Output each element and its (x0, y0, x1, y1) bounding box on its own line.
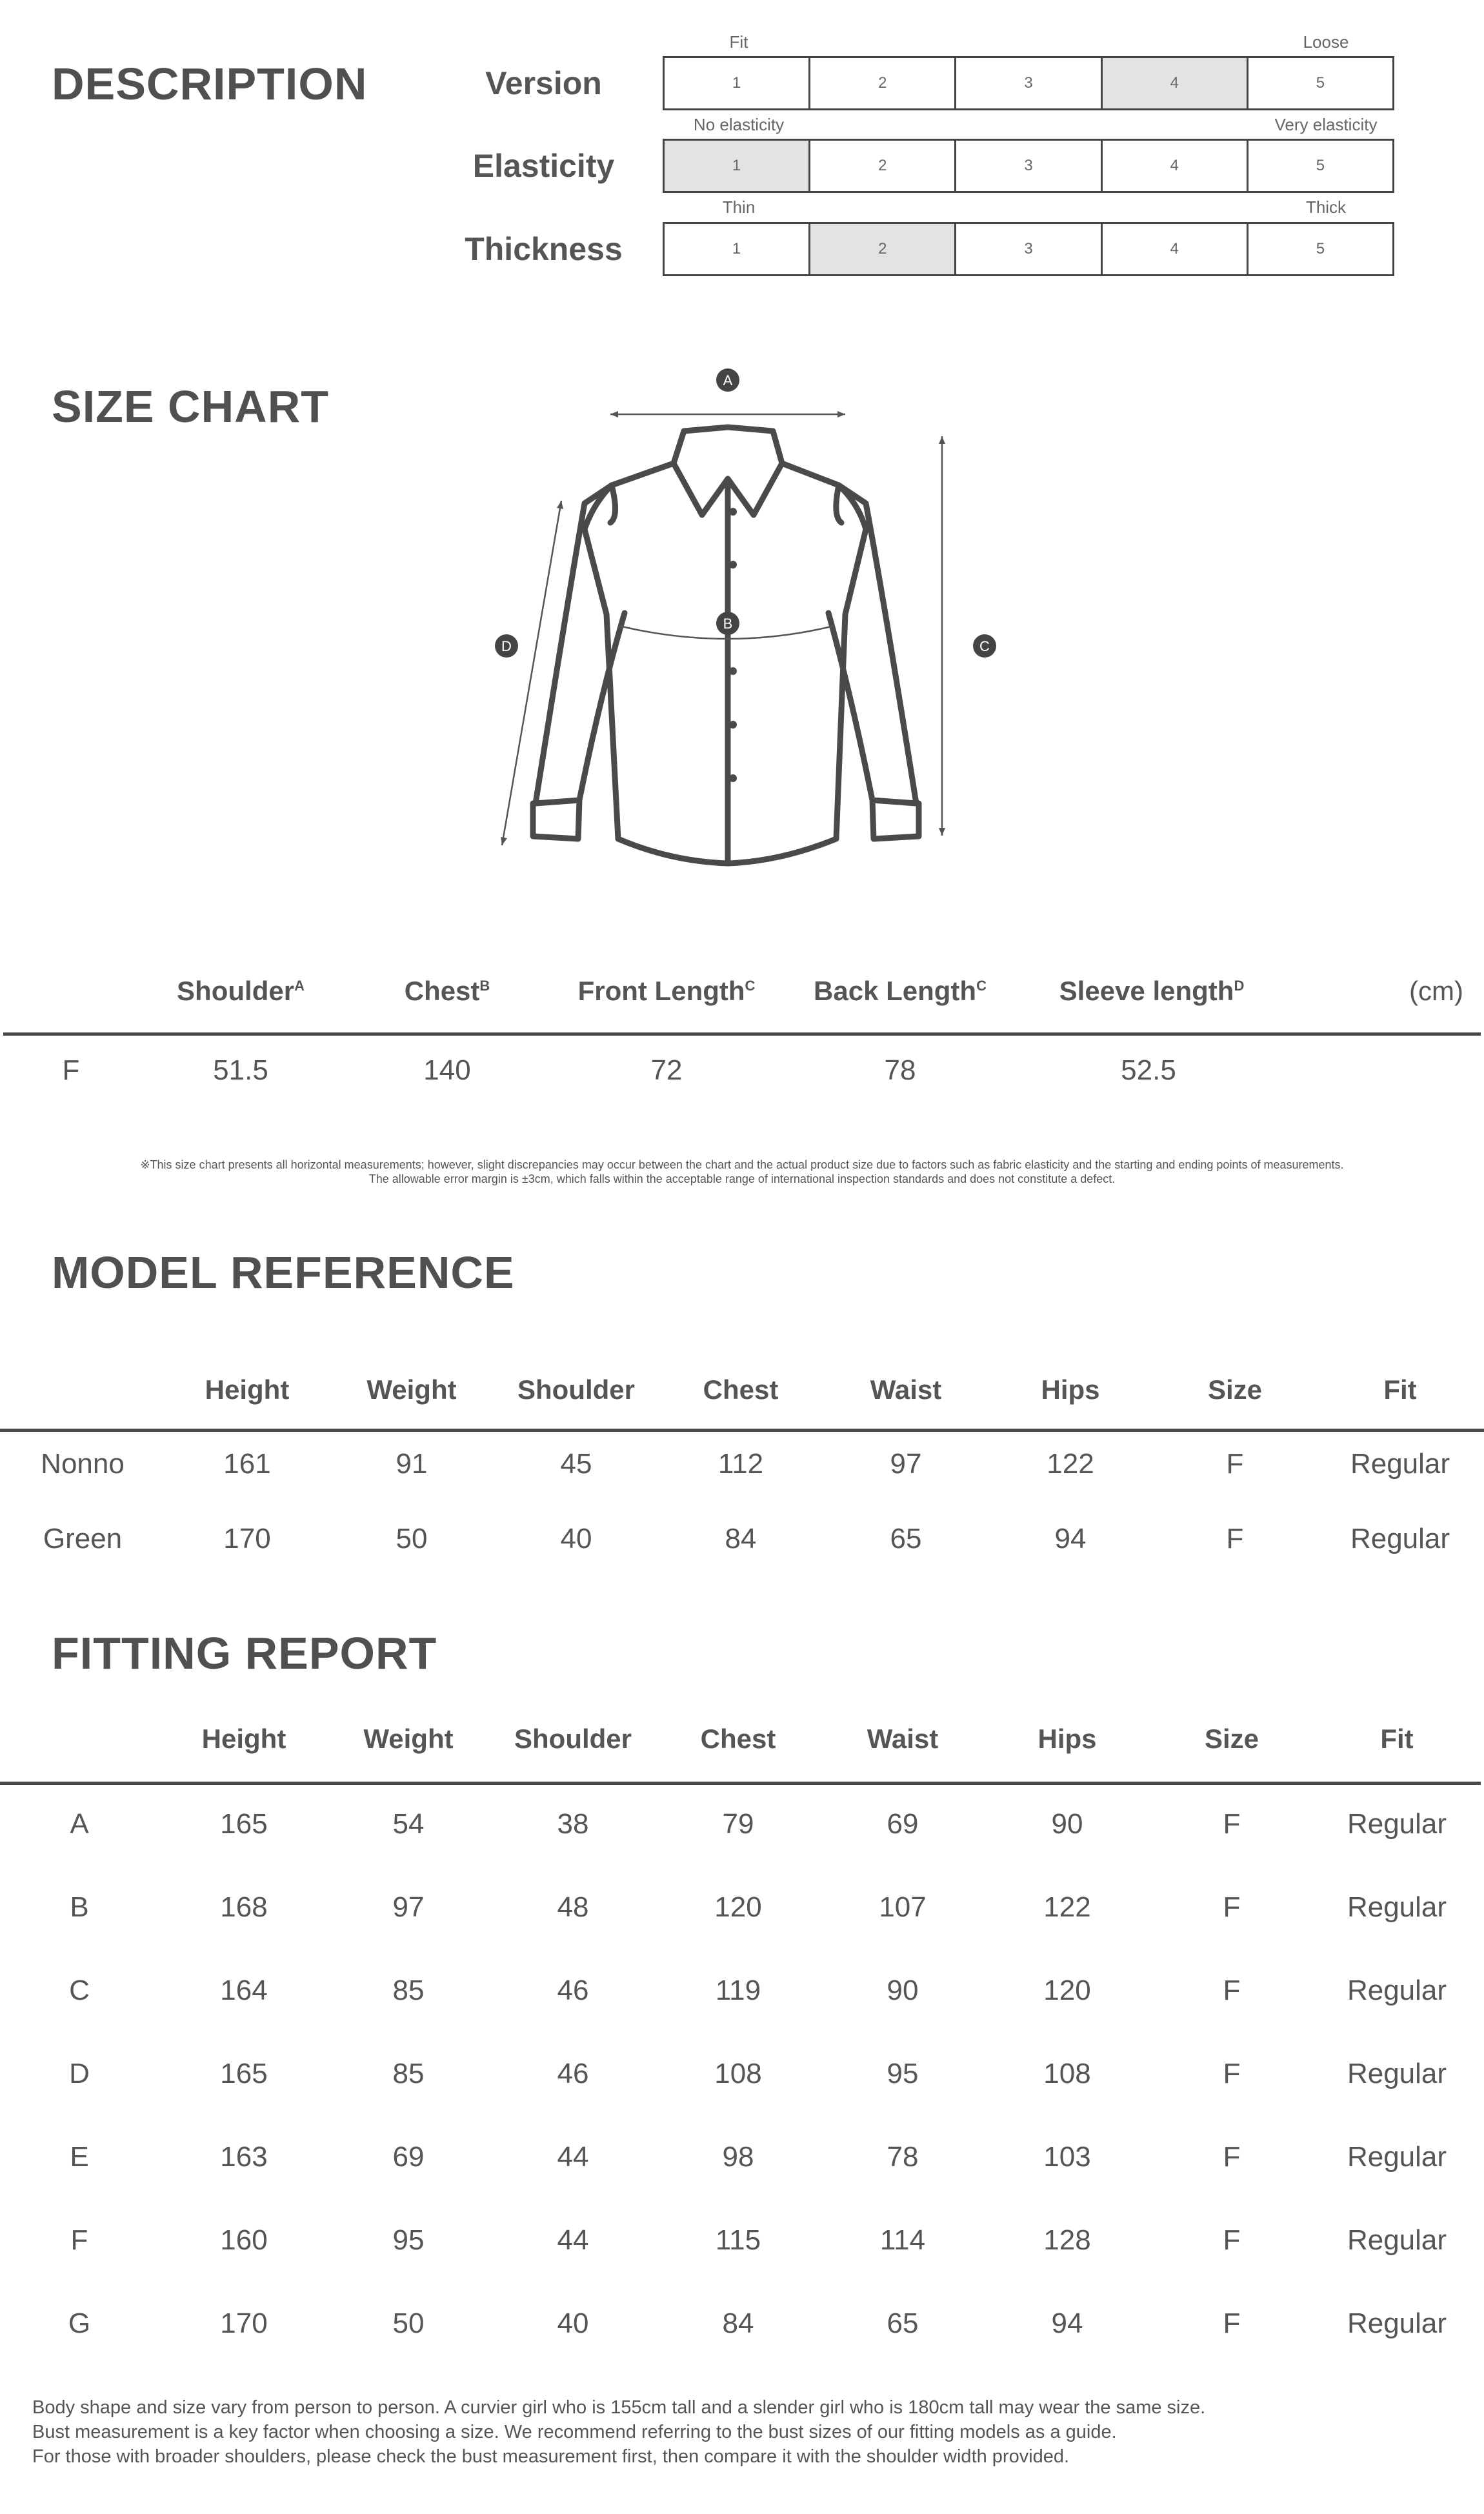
divider (0, 1429, 1484, 1432)
header-back-length: Back Length$^C$ (814, 976, 987, 1006)
cell-chest: 84 (725, 1523, 757, 1554)
description-title: DESCRIPTION (52, 59, 368, 109)
row-name: F (70, 2224, 88, 2256)
cell-weight: 54 (392, 1808, 425, 1840)
cell-hips: 108 (1043, 2058, 1091, 2089)
marker-a (716, 368, 739, 392)
footer-line-1: Body shape and size vary from person to person. A curvier girl who is 155cm tall and a slender girl who is 180cm tall may wear the same size. (32, 2397, 1206, 2418)
cell-size: F (1226, 1523, 1244, 1554)
scale-option: 1 (665, 58, 810, 108)
header-chest: Chest (703, 1374, 779, 1405)
cell-weight: 95 (392, 2224, 425, 2256)
cell-hips: 122 (1043, 1891, 1091, 1923)
header-size: Size (1204, 1724, 1259, 1754)
header-hips: Hips (1041, 1374, 1100, 1405)
header-shoulder: Shoulder (514, 1724, 632, 1754)
marker-label: D (501, 638, 512, 654)
cell-shoulder: 48 (557, 1891, 589, 1923)
cell-shoulder: 40 (560, 1523, 592, 1554)
header-waist: Waist (870, 1374, 942, 1405)
cell-front-length: 72 (650, 1054, 683, 1086)
cell-waist: 69 (887, 1808, 919, 1840)
cell-size: F (1226, 1448, 1244, 1480)
cell-waist: 95 (887, 2058, 919, 2089)
header-shoulder: Shoulder (517, 1374, 636, 1405)
header-fit: Fit (1383, 1374, 1417, 1405)
size-note-line-2: The allowable error margin is ±3cm, which falls within the acceptable range of international inspection standards and does not constitute a defect. (368, 1172, 1116, 1185)
cell-height: 161 (223, 1448, 271, 1480)
cell-weight: 69 (392, 2141, 425, 2173)
cell-chest: 112 (717, 1448, 764, 1480)
cell-size: F (1223, 2141, 1241, 2173)
cell-waist: 97 (890, 1448, 922, 1480)
scale-option: 4 (1103, 224, 1248, 274)
cell-hips: 94 (1051, 2308, 1083, 2339)
cell-size: F (1223, 1891, 1241, 1923)
header-waist: Waist (867, 1724, 939, 1754)
cell-shoulder: 38 (557, 1808, 589, 1840)
footer-line-3: For those with broader shoulders, please check the bust measurement first, then compare it with the shoulder width provided. (32, 2446, 1070, 2467)
cell-fit: Regular (1347, 2224, 1447, 2256)
cell-shoulder: 46 (557, 2058, 589, 2089)
header-weight: Weight (366, 1374, 457, 1405)
divider (3, 1032, 1481, 1036)
cell-fit: Regular (1347, 1808, 1447, 1840)
scale-right-label: Loose (1303, 32, 1349, 52)
row-name: A (70, 1808, 89, 1840)
cell-hips: 122 (1047, 1448, 1094, 1480)
cell-shoulder: 45 (560, 1448, 592, 1480)
cell-shoulder: 46 (557, 1975, 589, 2006)
cell-weight: 85 (392, 1975, 425, 2006)
cell-waist: 65 (890, 1523, 922, 1554)
cell-height: 160 (220, 2224, 268, 2256)
scale-left-label: Thin (722, 197, 756, 217)
row-name: E (70, 2141, 89, 2173)
scale-option: 5 (1316, 240, 1325, 257)
cell-fit: Regular (1347, 1891, 1447, 1923)
scale-options (663, 56, 1394, 110)
fitting-report-title: FITTING REPORT (52, 1628, 437, 1678)
cell-weight: 97 (392, 1891, 425, 1923)
scale-option: 5 (1316, 74, 1325, 92)
header-size: Size (1207, 1374, 1263, 1405)
scale-option-selected: 2 (810, 224, 956, 274)
footer-line-2: Bust measurement is a key factor when choosing a size. We recommend referring to the bust sizes of our fitting models as a guide. (32, 2422, 1117, 2442)
header-height: Height (205, 1374, 290, 1405)
marker-label: A (723, 372, 733, 388)
cell-back-length: 78 (884, 1054, 916, 1086)
header-hips: Hips (1038, 1724, 1097, 1754)
header-shoulder: Shoulder$^A$ (177, 976, 305, 1006)
cell-fit: Regular (1350, 1448, 1450, 1480)
cell-size: F (1223, 2224, 1241, 2256)
cell-height: 170 (220, 2308, 268, 2339)
cell-fit: Regular (1347, 2058, 1447, 2089)
model-name: Green (43, 1523, 123, 1554)
cell-hips: 90 (1051, 1808, 1083, 1840)
scale-option-selected: 1 (665, 141, 810, 191)
cell-weight: 50 (396, 1523, 428, 1554)
cell-chest: 108 (714, 2058, 762, 2089)
scale-option: 3 (956, 58, 1102, 108)
cell-size: F (1223, 1975, 1241, 2006)
marker-b (716, 612, 739, 635)
scale-option: 2 (810, 141, 956, 191)
marker-d (495, 634, 518, 658)
scale-options (663, 222, 1394, 276)
row-size: F (62, 1054, 80, 1086)
row-name: B (70, 1891, 89, 1923)
scale-options (663, 139, 1394, 193)
cell-size: F (1223, 2308, 1241, 2339)
cell-fit: Regular (1347, 2141, 1447, 2173)
cell-chest: 79 (722, 1808, 754, 1840)
cell-size: F (1223, 2058, 1241, 2089)
divider (0, 1782, 1481, 1785)
cell-hips: 128 (1043, 2224, 1091, 2256)
scale-right-label: Very elasticity (1274, 115, 1378, 134)
cell-hips: 103 (1043, 2141, 1091, 2173)
scale-left-label: No elasticity (693, 115, 785, 134)
cell-waist: 65 (887, 2308, 919, 2339)
scale-option: 3 (956, 224, 1102, 274)
size-chart-title: SIZE CHART (52, 381, 329, 432)
cell-waist: 114 (879, 2224, 926, 2256)
scale-option: 2 (810, 58, 956, 108)
scale-option-selected: 4 (1103, 58, 1248, 108)
row-name: G (68, 2308, 91, 2339)
scale-right-label: Thick (1305, 197, 1347, 217)
cell-chest: 115 (715, 2224, 761, 2256)
row-name: C (69, 1975, 90, 2006)
row-name: D (69, 2058, 90, 2089)
marker-c (973, 634, 996, 658)
cell-size: F (1223, 1808, 1241, 1840)
cell-height: 164 (220, 1975, 268, 2006)
cell-hips: 94 (1054, 1523, 1087, 1554)
marker-label: C (979, 638, 990, 654)
cell-height: 165 (220, 1808, 268, 1840)
cell-waist: 107 (879, 1891, 927, 1923)
cell-height: 165 (220, 2058, 268, 2089)
cell-height: 163 (220, 2141, 268, 2173)
scale-title: Version (485, 65, 602, 101)
cell-weight: 85 (392, 2058, 425, 2089)
header-height: Height (201, 1724, 286, 1754)
cell-fit: Regular (1347, 1975, 1447, 2006)
cell-shoulder: 40 (557, 2308, 589, 2339)
scale-option: 5 (1316, 157, 1325, 174)
cell-chest: 140 (423, 1054, 471, 1086)
model-reference-title: MODEL REFERENCE (52, 1247, 515, 1298)
cell-chest: 84 (722, 2308, 754, 2339)
cell-sleeve-length: 52.5 (1121, 1054, 1176, 1086)
cell-chest: 98 (722, 2141, 754, 2173)
cell-waist: 78 (887, 2141, 919, 2173)
scale-title: Thickness (465, 231, 623, 267)
size-note-line-1: ※This size chart presents all horizontal measurements; however, slight discrepancies may occur between the chart and the actual product size due to factors such as fabric elasticity and the starting and ending points of measurements. (140, 1158, 1344, 1171)
cell-chest: 120 (714, 1891, 762, 1923)
unit-label: (cm) (1409, 976, 1463, 1006)
scale-left-label: Fit (729, 32, 748, 52)
shirt-icon (533, 427, 919, 863)
scale-option: 4 (1103, 141, 1248, 191)
cell-weight: 91 (396, 1448, 428, 1480)
shirt-diagram (477, 361, 1032, 878)
size-table-header (0, 976, 1484, 1011)
model-name: Nonno (41, 1448, 125, 1480)
cell-shoulder: 44 (557, 2141, 589, 2173)
header-chest: Chest (700, 1724, 776, 1754)
cell-weight: 50 (392, 2308, 425, 2339)
cell-shoulder: 44 (557, 2224, 589, 2256)
cell-height: 168 (220, 1891, 268, 1923)
cell-hips: 120 (1043, 1975, 1091, 2006)
header-weight: Weight (363, 1724, 454, 1754)
header-fit: Fit (1380, 1724, 1414, 1754)
header-chest: Chest$^B$ (404, 976, 490, 1006)
cell-fit: Regular (1350, 1523, 1450, 1554)
marker-label: B (723, 616, 733, 632)
cell-height: 170 (223, 1523, 271, 1554)
cell-shoulder: 51.5 (213, 1054, 268, 1086)
cell-fit: Regular (1347, 2308, 1447, 2339)
scale-title: Elasticity (472, 148, 615, 184)
header-front-length: Front Length$^C$ (577, 976, 756, 1006)
header-sleeve-length: Sleeve length$^D$ (1059, 976, 1245, 1006)
scale-option: 3 (956, 141, 1102, 191)
cell-chest: 119 (715, 1975, 761, 2006)
cell-waist: 90 (887, 1975, 919, 2006)
scale-option: 1 (665, 224, 810, 274)
